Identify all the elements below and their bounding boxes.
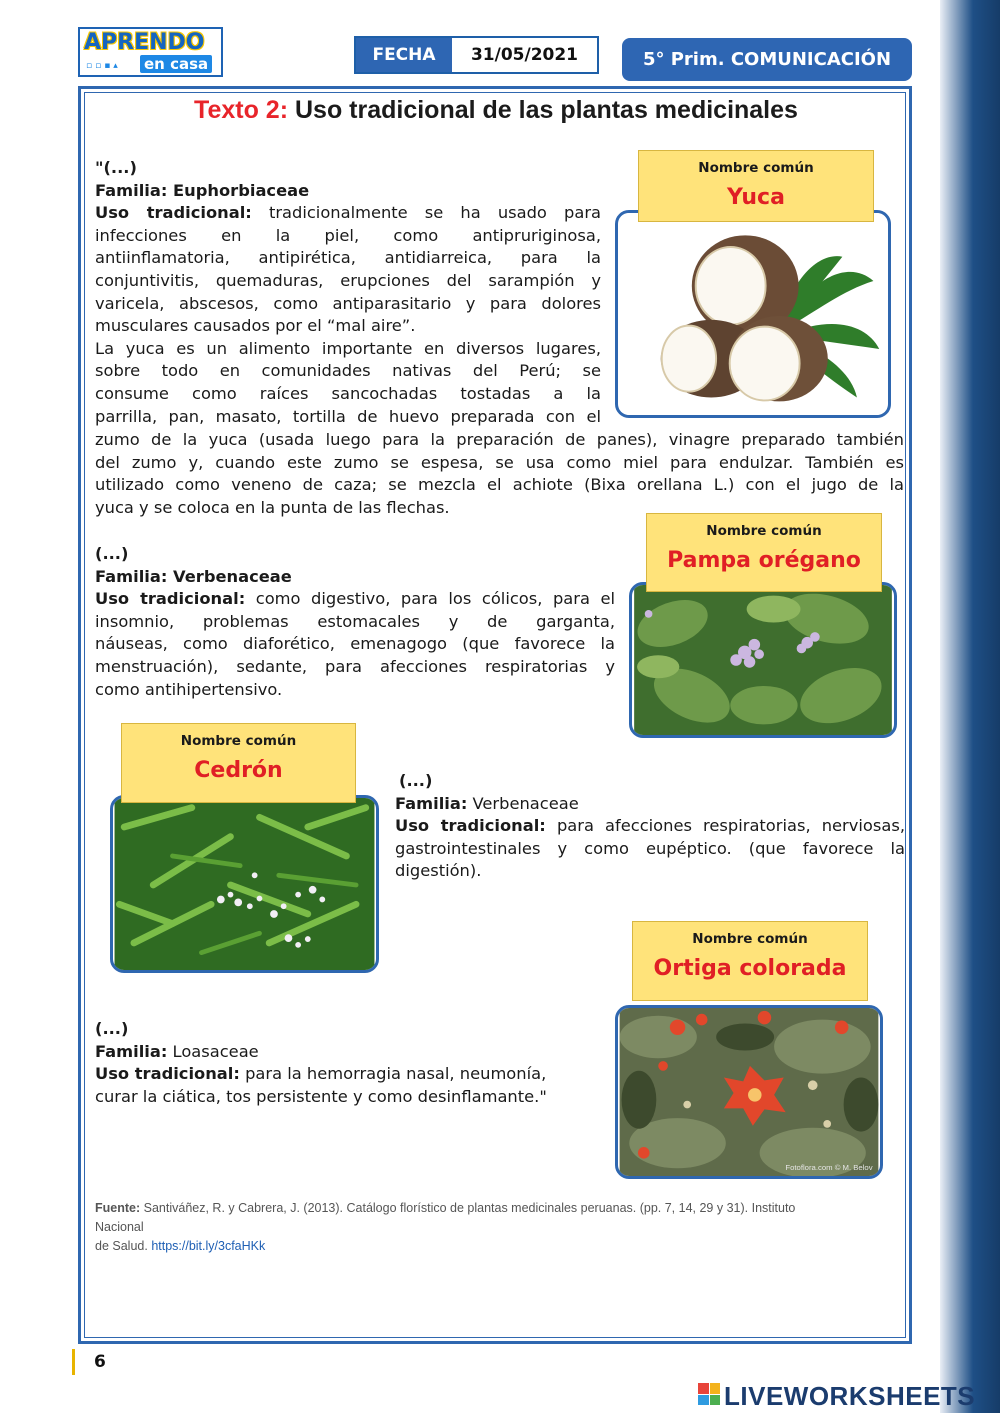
yuca-use-line: conjuntivitis, quemaduras, erupciones del sarampión y bbox=[95, 270, 601, 290]
pampa-oregano-use-line: como antihipertensivo. bbox=[95, 679, 283, 699]
logo-title: APRENDO bbox=[84, 30, 205, 55]
title-prefix: Texto 2: bbox=[194, 96, 289, 124]
yuca-extra-line: consume como raíces sancochadas tostadas a la bbox=[95, 383, 601, 403]
yuca-photo bbox=[615, 210, 891, 418]
yuca-use-line: antiinflamatoria, antipirética, antidiarreica, para la bbox=[95, 248, 601, 268]
ortiga-colorada-photo bbox=[615, 1005, 883, 1179]
cedron-common-name: Cedrón bbox=[194, 758, 283, 783]
yuca-name-box bbox=[638, 150, 874, 222]
cedron-use-line: gastrointestinales y como eupéptico. (que favorece la bbox=[395, 838, 905, 858]
yuca-wide-line: yuca y se coloca en la punta de las flechas. bbox=[95, 497, 450, 517]
pampa-oregano-use-line: insomnio, problemas estomacales y de garganta, bbox=[95, 611, 615, 631]
pampa-oregano-intro: (...) bbox=[95, 544, 129, 563]
pampa-oregano-use-line: náuseas, como diaforético, emenagogo (que favorece la bbox=[95, 634, 615, 654]
common-name-label: Nombre común bbox=[180, 733, 297, 749]
page-number: 6 bbox=[94, 1352, 106, 1372]
yuca-use-line: varicela, abscesos, como antiparasitario y para dolores bbox=[95, 293, 601, 313]
yuca-family: Familia: Euphorbiaceae bbox=[95, 180, 310, 200]
cedron-section bbox=[395, 770, 905, 883]
source-line: de Salud. https://bit.ly/3cfaHKk bbox=[95, 1239, 266, 1253]
cedron-name-box bbox=[121, 723, 356, 803]
cedron-intro: (...) bbox=[399, 771, 433, 790]
cedron-family: Familia: Verbenaceae bbox=[395, 793, 579, 813]
ortiga-colorada-name-box bbox=[632, 921, 868, 1001]
pampa-oregano-family: Familia: Verbenaceae bbox=[95, 566, 292, 586]
source-link[interactable]: https://bit.ly/3cfaHKk bbox=[151, 1239, 266, 1253]
liveworksheets-logo-icon bbox=[698, 1383, 720, 1405]
liveworksheets-watermark: LIVEWORKSHEETS bbox=[724, 1381, 976, 1411]
pampa-oregano-section bbox=[95, 543, 615, 701]
pampa-oregano-use-line: menstruación), sedante, para afecciones respiratorias y bbox=[95, 656, 615, 676]
common-name-label: Nombre común bbox=[698, 160, 814, 176]
common-name-label: Nombre común bbox=[692, 931, 808, 947]
ortiga-colorada-use-line: Uso tradicional: para la hemorragia nasal, neumonía, bbox=[95, 1064, 547, 1084]
page-number-marker bbox=[72, 1349, 75, 1375]
common-name-label: Nombre común bbox=[706, 523, 822, 539]
pampa-oregano-use-line: Uso tradicional: como digestivo, para los cólicos, para el bbox=[95, 589, 615, 609]
pampa-oregano-photo bbox=[629, 582, 897, 738]
pampa-oregano-common-name: Pampa orégano bbox=[667, 548, 861, 573]
page-edge-stripe bbox=[940, 0, 1000, 1413]
ortiga-colorada-intro: (...) bbox=[95, 1019, 129, 1038]
date-label: FECHA bbox=[356, 38, 452, 72]
ortiga-colorada-use-line: curar la ciática, tos persistente y como desinflamante." bbox=[95, 1086, 547, 1106]
photo-credit: Fotoflora.com © M. Belov bbox=[785, 1163, 873, 1173]
yuca-use-line: Uso tradicional: tradicionalmente se ha usado para bbox=[95, 203, 601, 223]
yuca-use-line: musculares causados por el “mal aire”. bbox=[95, 316, 416, 336]
date-box bbox=[354, 36, 599, 74]
grade-subject-badge: 5° Prim. COMUNICACIÓN bbox=[622, 38, 912, 81]
cedron-photo bbox=[110, 795, 379, 973]
title-text: Uso tradicional de las plantas medicinales bbox=[294, 96, 798, 124]
yuca-intro: "(...) bbox=[95, 158, 137, 177]
yuca-use-line: infecciones en la piel, como antipruriginosa, bbox=[95, 225, 601, 245]
yuca-common-name: Yuca bbox=[727, 185, 785, 210]
cedron-use-line: digestión). bbox=[395, 861, 482, 881]
yuca-section bbox=[95, 157, 601, 428]
yuca-extra-line: La yuca es un alimento importante en diversos lugares, bbox=[95, 338, 601, 358]
page-title bbox=[90, 96, 902, 125]
aprendo-en-casa-logo bbox=[78, 27, 223, 77]
pampa-oregano-name-box bbox=[646, 513, 882, 592]
source-line: Nacional bbox=[95, 1220, 144, 1234]
ortiga-colorada-section bbox=[95, 1018, 595, 1108]
ortiga-colorada-family: Familia: Loasaceae bbox=[95, 1041, 259, 1061]
yuca-extra-line: parrilla, pan, masato, tortilla de huevo preparada con el bbox=[95, 406, 601, 426]
yuca-wide-text bbox=[95, 429, 904, 519]
date-value: 31/05/2021 bbox=[452, 38, 597, 72]
yuca-wide-line: del zumo y, cuando este zumo se espesa, se usa como miel para endulzar. También es bbox=[95, 452, 904, 472]
logo-dots: ▫▫▪▴ bbox=[86, 61, 121, 71]
yuca-wide-line: zumo de la yuca (usada luego para la preparación de panes), vinagre preparado también bbox=[95, 430, 904, 449]
logo-subtitle: en casa bbox=[140, 55, 212, 73]
cedron-use-line: Uso tradicional: para afecciones respiratorias, nerviosas, bbox=[395, 816, 905, 836]
ortiga-colorada-common-name: Ortiga colorada bbox=[653, 956, 847, 981]
source-line: Fuente: Santiváñez, R. y Cabrera, J. (2013). Catálogo florístico de plantas medicinales peruanas. (pp. 7, 14, 29 y 31). Instituto bbox=[95, 1201, 796, 1215]
yuca-wide-line: utilizado como veneno de caza; se mezcla el achiote (Bixa orellana L.) con el jugo de la bbox=[95, 475, 904, 495]
source-citation bbox=[95, 1199, 885, 1256]
yuca-extra-line: sobre todo en comunidades nativas del Perú; se bbox=[95, 361, 601, 381]
